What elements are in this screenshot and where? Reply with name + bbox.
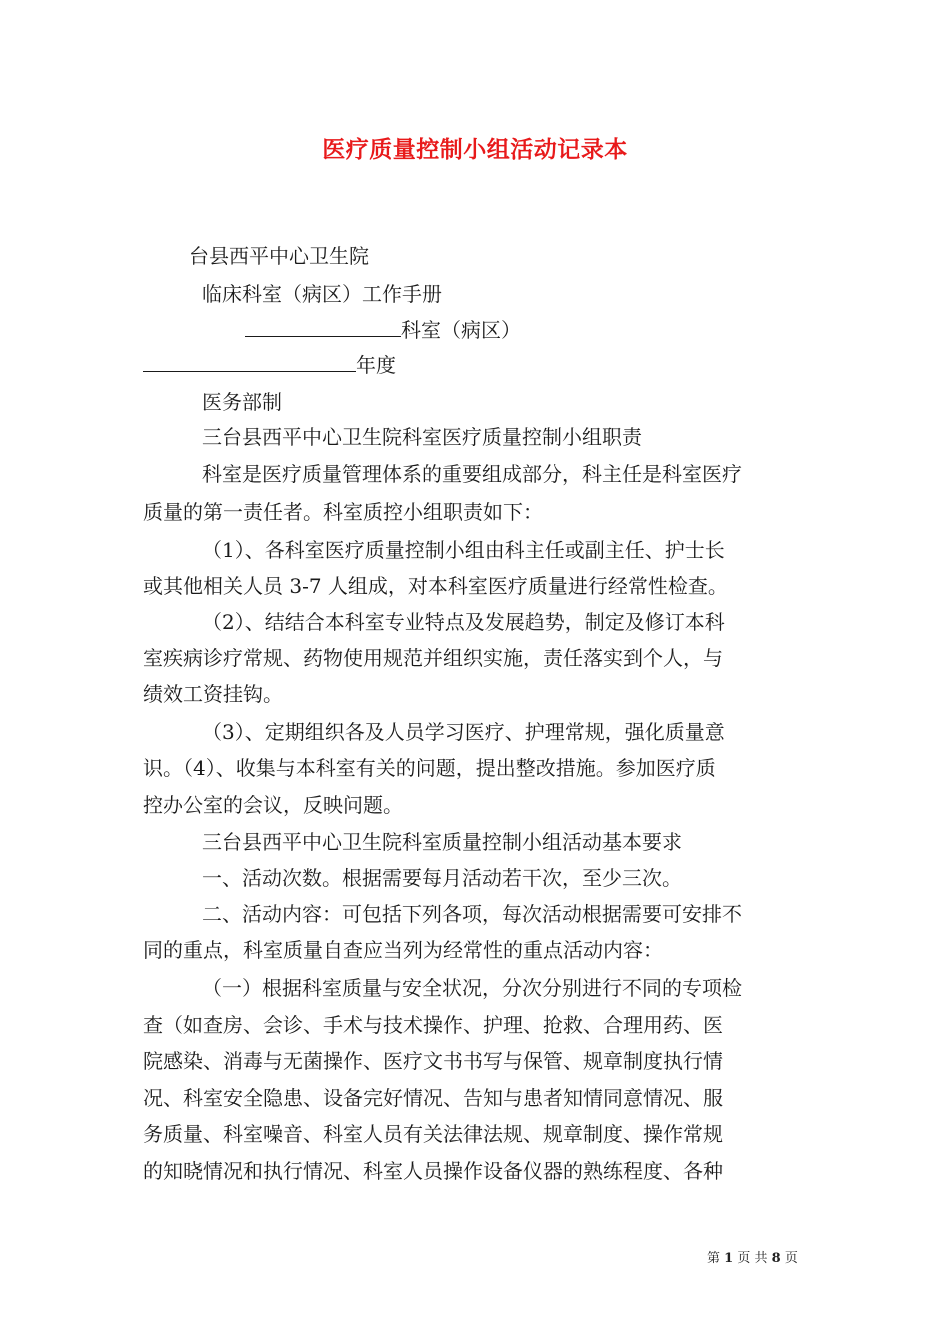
duty-item-3-line-3: 控办公室的会议，反映问题。 <box>143 793 403 817</box>
sub-item-1-line-4: 况、科室安全隐患、设备完好情况、告知与患者知情同意情况、服 <box>143 1086 723 1110</box>
requirement-content-line-1: 二、活动内容：可包括下列各项，每次活动根据需要可安排不 <box>202 902 742 926</box>
issuer: 医务部制 <box>202 390 282 414</box>
duties-intro-line-1: 科室是医疗质量管理体系的重要组成部分，科主任是科室医疗 <box>202 462 742 486</box>
department-suffix: 科室（病区） <box>401 318 521 342</box>
footer-suffix: 页 <box>784 1251 798 1266</box>
requirements-heading: 三台县西平中心卫生院科室质量控制小组活动基本要求 <box>202 830 682 854</box>
year-suffix: 年度 <box>356 353 396 377</box>
duties-heading: 三台县西平中心卫生院科室医疗质量控制小组职责 <box>202 425 642 449</box>
sub-item-1-line-1: （一）根据科室质量与安全状况，分次分别进行不同的专项检 <box>202 976 742 1000</box>
department-line <box>245 318 521 342</box>
year-blank <box>143 353 356 372</box>
footer-prefix: 第 <box>707 1251 721 1266</box>
duties-intro-line-2: 质量的第一责任者。科室质控小组职责如下： <box>143 500 543 524</box>
duty-item-2-line-3: 绩效工资挂钩。 <box>143 682 283 706</box>
department-blank <box>245 318 401 337</box>
sub-item-1-line-3: 院感染、消毒与无菌操作、医疗文书书写与保管、规章制度执行情 <box>143 1049 723 1073</box>
duty-item-3-line-1: （3）、定期组织各及人员学习医疗、护理常规，强化质量意 <box>202 720 725 744</box>
document-title: 医疗质量控制小组活动记录本 <box>322 136 628 163</box>
year-line <box>143 353 396 377</box>
requirement-frequency: 一、活动次数。根据需要每月活动若干次，至少三次。 <box>202 866 682 890</box>
sub-item-1-line-6: 的知晓情况和执行情况、科室人员操作设备仪器的熟练程度、各种 <box>143 1159 723 1183</box>
page-footer <box>707 1247 798 1266</box>
requirement-content-line-2: 同的重点，科室质量自查应当列为经常性的重点活动内容： <box>143 938 663 962</box>
handbook-title: 临床科室（病区）工作手册 <box>202 282 442 306</box>
duty-item-3-line-2: 识。（4）、收集与本科室有关的问题，提出整改措施。参加医疗质 <box>143 756 716 780</box>
duty-item-2-line-1: （2）、结结合本科室专业特点及发展趋势，制定及修订本科 <box>202 610 725 634</box>
footer-total-pages: 8 <box>771 1251 781 1266</box>
footer-page-number: 1 <box>724 1251 734 1266</box>
duty-item-1-line-1: （1）、各科室医疗质量控制小组由科主任或副主任、护士长 <box>202 538 725 562</box>
duty-item-2-line-2: 室疾病诊疗常规、药物使用规范并组织实施，责任落实到个人，与 <box>143 646 723 670</box>
sub-item-1-line-5: 务质量、科室噪音、科室人员有关法律法规、规章制度、操作常规 <box>143 1122 723 1146</box>
sub-item-1-line-2: 查（如查房、会诊、手术与技术操作、护理、抢救、合理用药、医 <box>143 1013 723 1037</box>
hospital-name: 台县西平中心卫生院 <box>189 244 369 268</box>
duty-item-1-line-2: 或其他相关人员 3-7 人组成，对本科室医疗质量进行经常性检查。 <box>143 574 728 598</box>
footer-middle: 页 共 <box>737 1251 768 1266</box>
